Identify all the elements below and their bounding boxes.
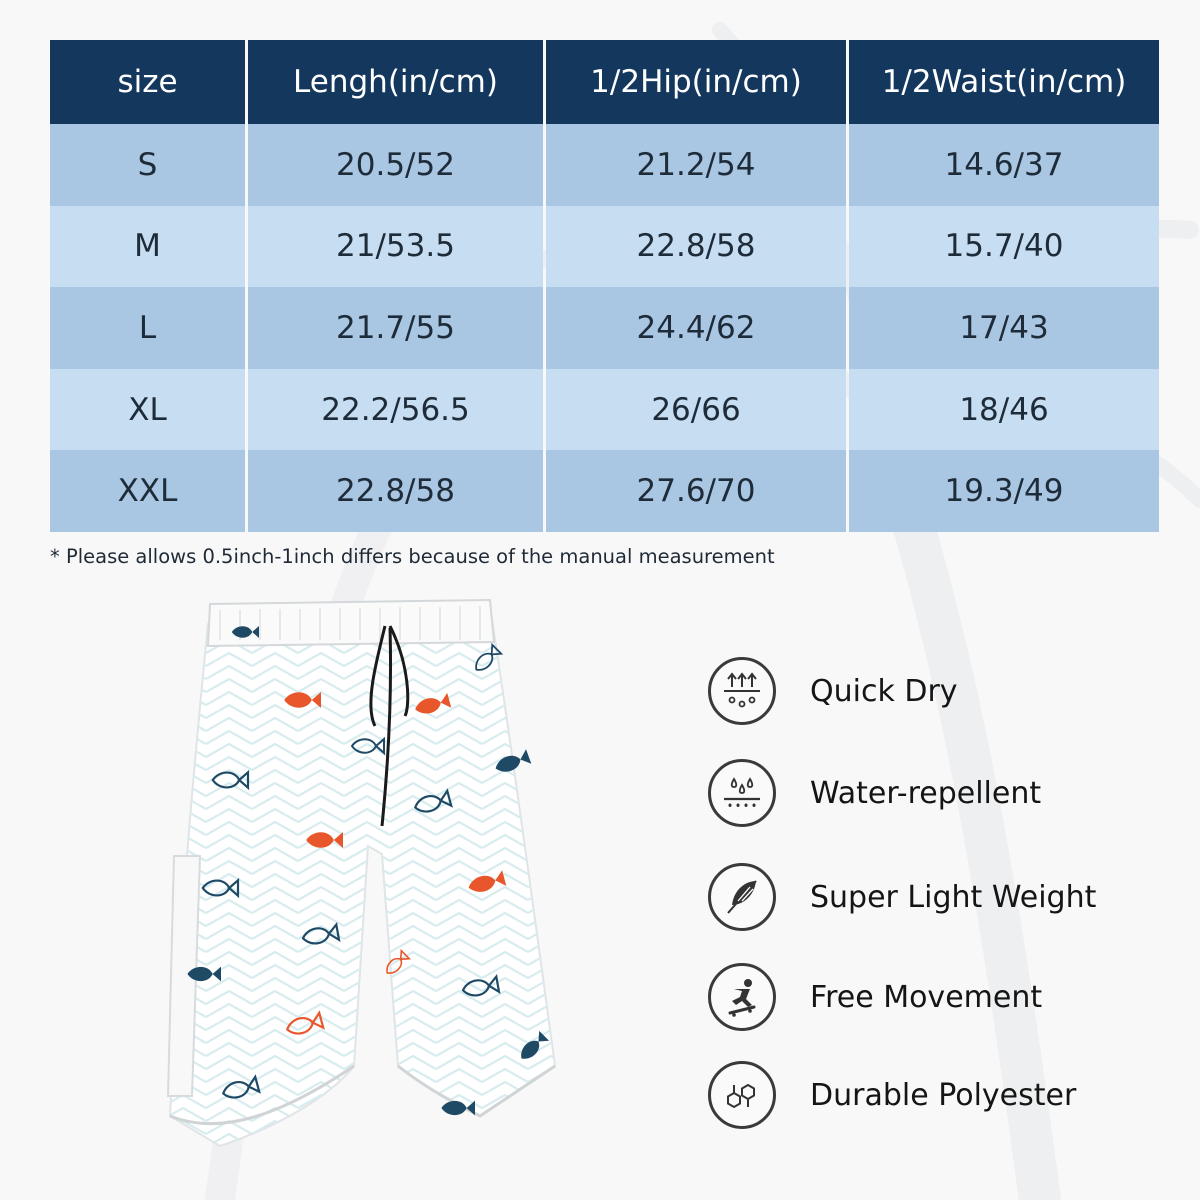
waist-cell: 14.6/37 (849, 124, 1159, 206)
feature-water-repellent (708, 758, 1041, 828)
size-cell: S (50, 124, 245, 206)
quick-dry-icon (708, 657, 776, 725)
feature-label: Super Light Weight (810, 879, 1097, 915)
waist-cell: 15.7/40 (849, 206, 1159, 288)
size-cell: XL (50, 369, 245, 451)
skater-icon (708, 963, 776, 1031)
feature-label: Durable Polyester (810, 1077, 1077, 1113)
hip-cell: 24.4/62 (546, 287, 846, 369)
swim-shorts-image (160, 596, 580, 1152)
water-repellent-icon (708, 759, 776, 827)
length-cell: 22.8/58 (248, 450, 543, 532)
feature-quick-dry (708, 656, 958, 726)
feature-label: Water-repellent (810, 775, 1042, 811)
measurement-note: * Please allows 0.5inch-1inch differs because of the manual measurement (50, 545, 775, 568)
size-cell: M (50, 206, 245, 288)
waist-cell: 18/46 (849, 369, 1159, 451)
molecule-icon (708, 1061, 776, 1129)
length-cell: 20.5/52 (248, 124, 543, 206)
header-half-hip: 1/2Hip(in/cm) (546, 40, 846, 124)
waist-cell: 17/43 (849, 287, 1159, 369)
size-chart-table (50, 40, 1150, 532)
header-size: size (50, 40, 245, 124)
waist-cell: 19.3/49 (849, 450, 1159, 532)
feature-label: Free Movement (810, 979, 1043, 1015)
size-cell: L (50, 287, 245, 369)
length-cell: 21/53.5 (248, 206, 543, 288)
feature-label: Quick Dry (810, 673, 958, 709)
feature-durable-polyester (708, 1060, 1076, 1130)
waistband (208, 600, 494, 646)
feature-super-light-weight (708, 862, 1096, 932)
hip-cell: 21.2/54 (546, 124, 846, 206)
length-cell: 21.7/55 (248, 287, 543, 369)
header-half-waist: 1/2Waist(in/cm) (849, 40, 1159, 124)
hip-cell: 27.6/70 (546, 450, 846, 532)
hip-cell: 26/66 (546, 369, 846, 451)
feature-free-movement (708, 962, 1042, 1032)
hip-cell: 22.8/58 (546, 206, 846, 288)
length-cell: 22.2/56.5 (248, 369, 543, 451)
feather-icon (708, 863, 776, 931)
size-cell: XXL (50, 450, 245, 532)
header-length: Lengh(in/cm) (248, 40, 543, 124)
